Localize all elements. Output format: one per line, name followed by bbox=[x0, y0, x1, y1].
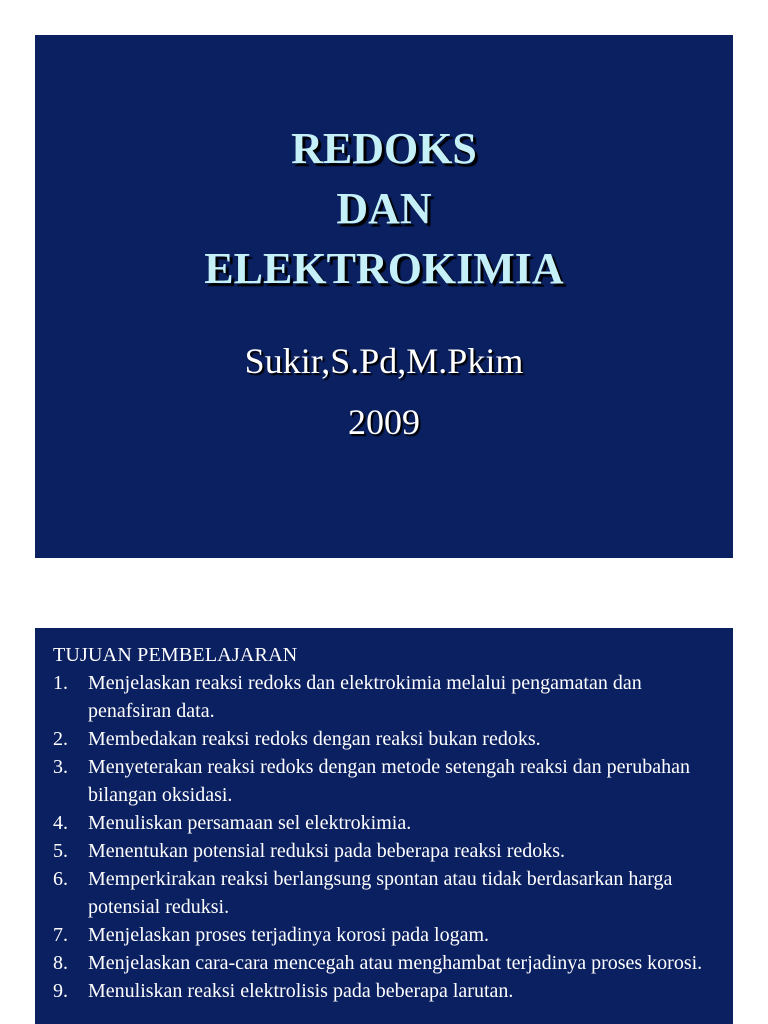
title-line-3: ELEKTROKIMIA bbox=[204, 244, 564, 293]
objectives-heading: TUJUAN PEMBELAJARAN bbox=[53, 644, 298, 666]
year: 2009 bbox=[348, 402, 420, 442]
objectives-list bbox=[53, 669, 715, 1005]
list-item-number: 7. bbox=[53, 924, 68, 946]
list-item-text: Menuliskan reaksi elektrolisis pada beberapa larutan. bbox=[88, 980, 514, 1002]
list-item-text: Membedakan reaksi redoks dengan reaksi bukan redoks. bbox=[88, 728, 541, 750]
title-slide bbox=[35, 35, 733, 558]
list-item-number: 9. bbox=[53, 980, 68, 1002]
list-item bbox=[53, 837, 715, 865]
list-item-number: 4. bbox=[53, 812, 68, 834]
list-item bbox=[53, 977, 715, 1005]
list-item bbox=[53, 865, 715, 921]
list-item-number: 5. bbox=[53, 840, 68, 862]
list-item-text: Menuliskan persamaan sel elektrokimia. bbox=[88, 812, 412, 834]
objectives-slide bbox=[35, 628, 733, 1024]
list-item-number: 8. bbox=[53, 952, 68, 974]
list-item-number: 3. bbox=[53, 756, 68, 778]
author-name: Sukir,S.Pd,M.Pkim bbox=[244, 341, 524, 381]
title-line-1: REDOKS bbox=[291, 124, 477, 173]
list-item bbox=[53, 949, 715, 977]
list-item-number: 1. bbox=[53, 672, 68, 694]
list-item bbox=[53, 669, 715, 725]
list-item bbox=[53, 809, 715, 837]
list-item bbox=[53, 921, 715, 949]
list-item-text: Menjelaskan reaksi redoks dan elektrokimia melalui pengamatan dan penafsiran data. bbox=[88, 672, 642, 722]
slide-title bbox=[35, 119, 733, 299]
title-line-2: DAN bbox=[336, 184, 432, 233]
list-item-number: 6. bbox=[53, 868, 68, 890]
list-item-text: Menjelaskan proses terjadinya korosi pada logam. bbox=[88, 924, 489, 946]
list-item-text: Menjelaskan cara-cara mencegah atau menghambat terjadinya proses korosi. bbox=[88, 952, 703, 974]
list-item bbox=[53, 753, 715, 809]
list-item bbox=[53, 725, 715, 753]
list-item-text: Memperkirakan reaksi berlangsung spontan atau tidak berdasarkan harga potensial reduksi. bbox=[88, 868, 673, 918]
list-item-text: Menentukan potensial reduksi pada beberapa reaksi redoks. bbox=[88, 840, 566, 862]
list-item-number: 2. bbox=[53, 728, 68, 750]
list-item-text: Menyeterakan reaksi redoks dengan metode setengah reaksi dan perubahan bilangan oksidasi. bbox=[88, 756, 690, 806]
